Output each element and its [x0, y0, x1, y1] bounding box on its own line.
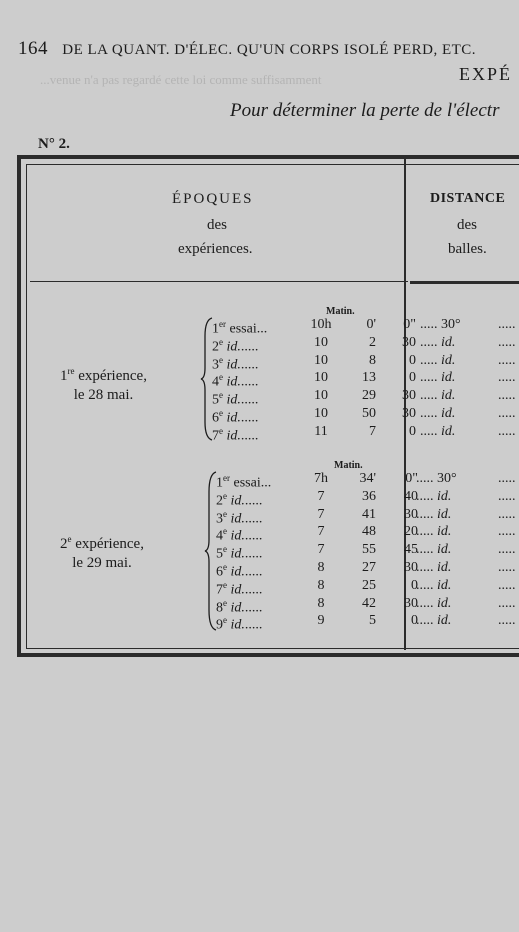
- hour-cell: 7: [317, 542, 325, 558]
- hour-cell: 10: [314, 388, 328, 404]
- table-row: [216, 506, 519, 527]
- table-row: [216, 595, 519, 616]
- hour-cell: 8: [317, 560, 325, 575]
- distance-cell: ..... id.: [416, 577, 452, 593]
- second-cell: 0: [409, 352, 416, 368]
- table-row: [216, 523, 519, 545]
- leader-dots: .....: [498, 595, 516, 611]
- bleed-through-text: ...venue n'a pas regardé cette loi comme suffisamment: [40, 72, 322, 87]
- second-cell: 20: [404, 524, 418, 540]
- running-head-title: DE LA QUANT. D'ÉLEC. QU'UN CORPS ISOLÉ PERD, ETC.: [62, 42, 477, 58]
- trial-label: 7e id......: [212, 425, 259, 444]
- trial-label: 1er essai...: [212, 319, 268, 337]
- distance-cell: ..... id.: [420, 423, 456, 439]
- distance-cell: ..... id.: [416, 560, 452, 575]
- minute-cell: 34': [359, 471, 376, 486]
- second-cell: 0: [409, 423, 416, 439]
- hour-cell: 7: [317, 488, 325, 504]
- distance-cell: ..... id.: [420, 388, 456, 404]
- leader-dots: .....: [498, 352, 516, 368]
- header-distance: DISTANCE: [430, 191, 506, 206]
- leader-dots: .....: [498, 488, 516, 504]
- second-cell: 30: [402, 388, 416, 404]
- minute-cell: 0': [366, 317, 376, 332]
- leader-dots: .....: [498, 542, 516, 558]
- hour-cell: 8: [317, 595, 325, 611]
- second-cell: 30: [404, 560, 418, 575]
- table-row: [216, 488, 519, 509]
- header-rule-left: [30, 281, 408, 282]
- hour-cell: 10: [314, 406, 328, 421]
- leader-dots: .....: [498, 370, 516, 386]
- time-header-1: Matin.: [326, 306, 355, 317]
- second-cell: 30: [404, 595, 418, 611]
- hour-cell: 9: [317, 613, 325, 629]
- leader-dots: .....: [498, 577, 516, 593]
- group-label-1-line1: 1re expérience,: [60, 366, 147, 384]
- header-des-2: des: [457, 217, 477, 233]
- hour-cell: 8: [317, 577, 325, 593]
- second-cell: 0: [411, 613, 418, 629]
- table-row: [216, 470, 519, 491]
- distance-cell: ..... id.: [416, 506, 452, 522]
- second-cell: 0: [409, 370, 416, 386]
- trial-label: 5e id......: [212, 390, 259, 408]
- section-heading: EXPÉ: [459, 64, 512, 84]
- trial-label: 4e id......: [212, 372, 259, 391]
- hour-cell: 11: [314, 423, 328, 439]
- leader-dots: .....: [498, 506, 516, 522]
- table-number: N° 2.: [38, 136, 70, 152]
- distance-cell: ..... id.: [420, 334, 456, 350]
- table-row: [212, 352, 519, 373]
- leader-dots: .....: [498, 524, 516, 540]
- leader-dots: .....: [498, 423, 516, 439]
- hour-cell: 7: [317, 524, 325, 540]
- table-row: [212, 405, 519, 426]
- table-row: [212, 423, 519, 444]
- time-header-2: Matin.: [334, 460, 363, 471]
- group-label-2-line2: le 29 mai.: [72, 555, 132, 571]
- second-cell: 0": [403, 317, 416, 332]
- distance-cell: ..... id.: [416, 595, 452, 611]
- distance-cell: ..... id.: [420, 406, 456, 421]
- hour-cell: 7h: [314, 471, 328, 486]
- page-number: 164: [18, 38, 48, 59]
- minute-cell: 36: [362, 488, 376, 504]
- distance-cell: ..... id.: [416, 488, 452, 504]
- trial-label: 4e id......: [216, 526, 263, 545]
- leader-dots: .....: [498, 388, 516, 404]
- hour-cell: 10: [314, 334, 328, 350]
- minute-cell: 29: [362, 388, 376, 404]
- trial-label: 6e id......: [216, 562, 263, 580]
- header-des-1: des: [207, 217, 227, 233]
- second-cell: 0: [411, 577, 418, 593]
- second-cell: 30: [402, 334, 416, 350]
- distance-cell: ..... id.: [416, 524, 452, 540]
- hour-cell: 10h: [310, 317, 332, 332]
- trial-label: 6e id......: [212, 408, 259, 426]
- trial-label: 3e id......: [212, 354, 259, 373]
- table-row: [216, 541, 519, 562]
- leader-dots: .....: [498, 317, 516, 332]
- trial-label: 5e id......: [216, 544, 263, 562]
- trial-label: 8e id......: [216, 597, 263, 616]
- second-cell: 45: [404, 542, 418, 558]
- minute-cell: 55: [362, 542, 376, 558]
- leader-dots: .....: [498, 613, 516, 629]
- header-experiences: expériences.: [178, 241, 253, 257]
- distance-cell: ..... id.: [420, 370, 456, 386]
- group-label-2-line1: 2e expérience,: [60, 534, 144, 552]
- minute-cell: 8: [369, 352, 376, 368]
- table-row: [212, 334, 519, 355]
- running-head: [18, 38, 476, 60]
- distance-cell: ..... 30°: [416, 471, 457, 486]
- distance-cell: ..... id.: [420, 352, 456, 368]
- header-balles: balles.: [448, 241, 487, 257]
- trial-label: 1er essai...: [216, 473, 272, 491]
- distance-cell: ..... id.: [416, 613, 452, 629]
- header-epoques: ÉPOQUES: [172, 191, 254, 207]
- trial-label: 7e id......: [216, 579, 263, 598]
- leader-dots: .....: [498, 560, 516, 575]
- minute-cell: 7: [369, 423, 376, 439]
- hour-cell: 10: [314, 352, 328, 368]
- table-subtitle: Pour déterminer la perte de l'électr: [230, 100, 500, 121]
- minute-cell: 48: [362, 524, 376, 540]
- distance-cell: ..... 30°: [420, 317, 461, 332]
- second-cell: 30: [402, 406, 416, 421]
- hour-cell: 10: [314, 370, 328, 386]
- table-row: [212, 316, 519, 337]
- hour-cell: 7: [317, 506, 325, 522]
- table-row: [212, 387, 519, 408]
- minute-cell: 2: [369, 334, 376, 350]
- trial-label: 2e id......: [216, 490, 263, 509]
- second-cell: 40: [404, 488, 418, 504]
- table-row: [216, 612, 519, 634]
- trial-label: 3e id......: [216, 508, 263, 527]
- header-rule-right: [410, 281, 519, 284]
- minute-cell: 50: [362, 406, 376, 421]
- table-row: [216, 559, 519, 580]
- second-cell: 0": [405, 471, 418, 486]
- group-label-1-line2: le 28 mai.: [73, 387, 134, 403]
- table-row: [212, 369, 519, 391]
- group-label-2: [60, 530, 144, 573]
- leader-dots: .....: [498, 471, 516, 486]
- leader-dots: .....: [498, 334, 516, 350]
- group-label-1: [60, 362, 147, 405]
- minute-cell: 41: [362, 506, 376, 522]
- minute-cell: 27: [362, 560, 376, 575]
- trial-label: 2e id......: [212, 336, 259, 355]
- minute-cell: 25: [362, 577, 376, 593]
- table-row: [216, 577, 519, 598]
- leader-dots: .....: [498, 406, 516, 421]
- distance-cell: ..... id.: [416, 542, 452, 558]
- minute-cell: 5: [369, 613, 376, 629]
- trial-label: 9e id......: [216, 615, 263, 634]
- minute-cell: 42: [362, 595, 376, 611]
- minute-cell: 13: [362, 370, 376, 386]
- second-cell: 30: [404, 506, 418, 522]
